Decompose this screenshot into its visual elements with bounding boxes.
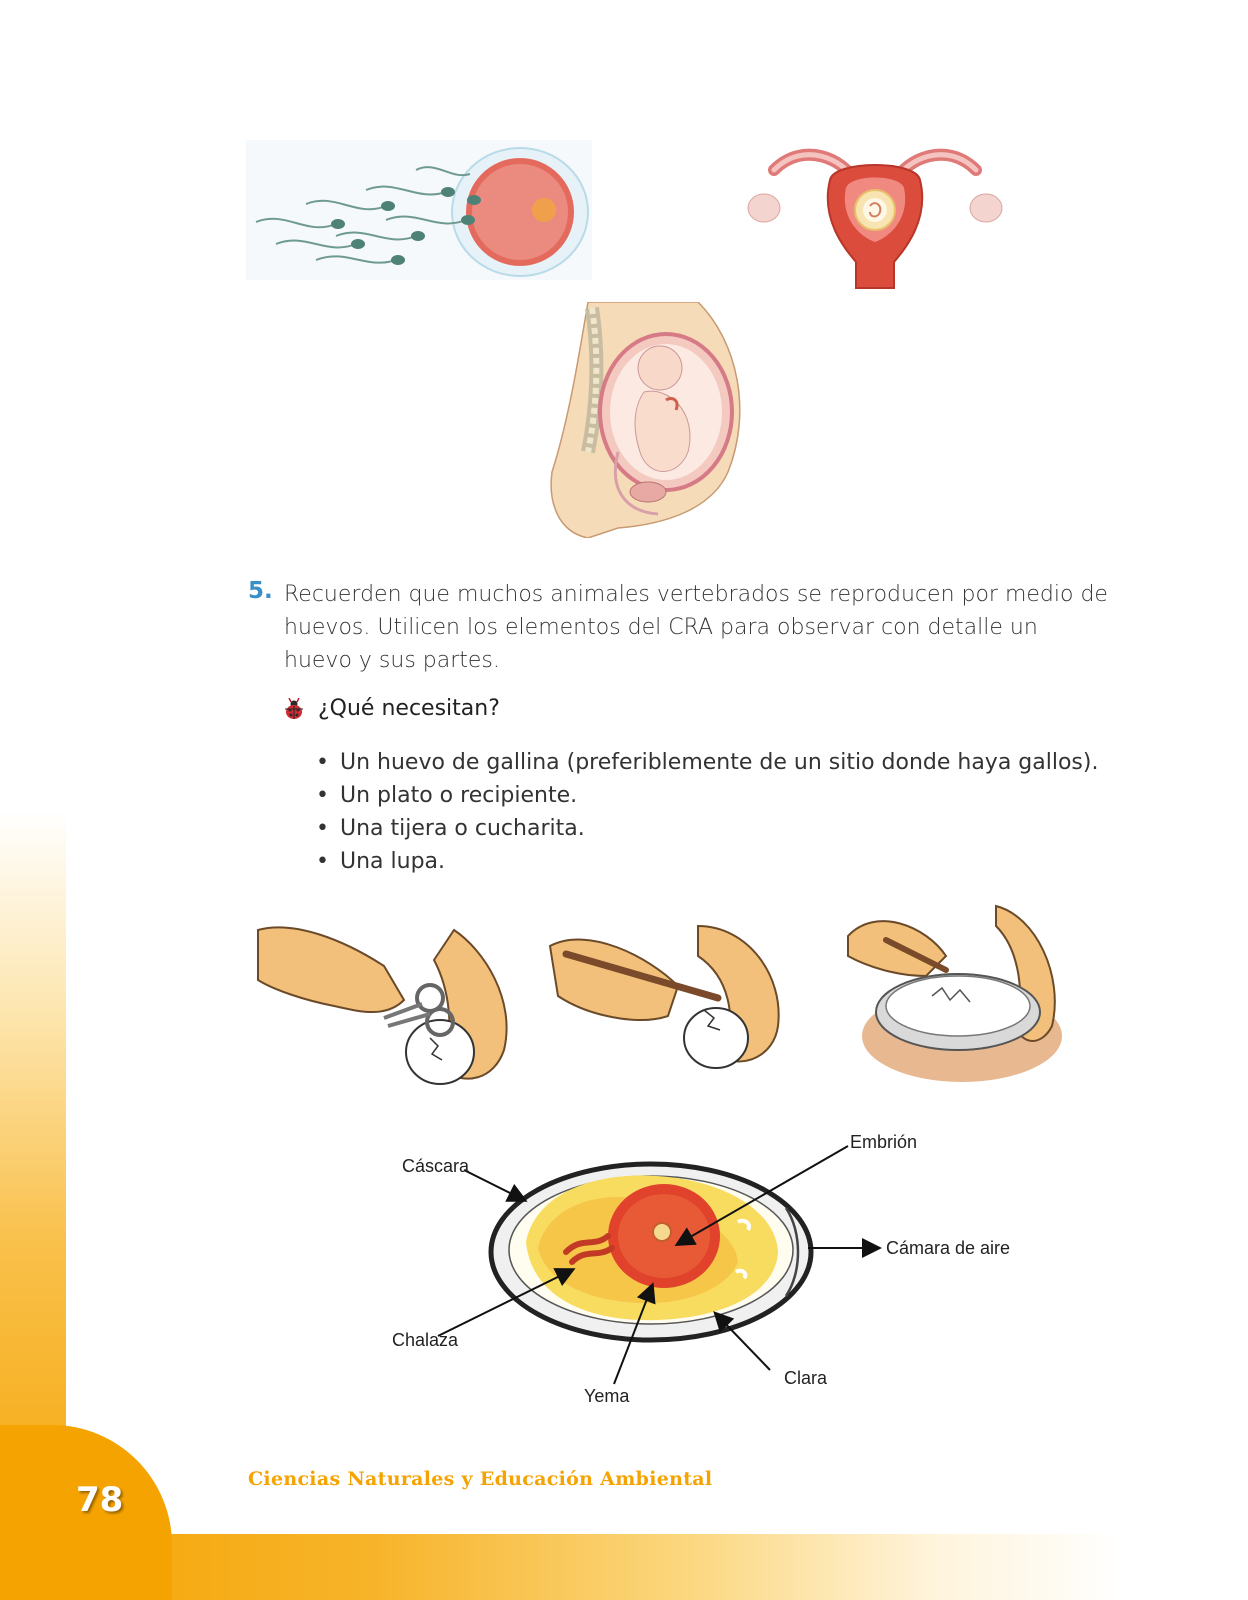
list-item: • Un plato o recipiente. bbox=[316, 783, 578, 808]
materials-title: ¿Qué necesitan? bbox=[318, 696, 500, 721]
white-label: Clara bbox=[784, 1368, 828, 1388]
chalaza-label: Chalaza bbox=[392, 1330, 459, 1350]
activity-number: 5. bbox=[248, 578, 273, 604]
shell-label: Cáscara bbox=[402, 1156, 470, 1176]
book-title: Ciencias Naturales y Educación Ambiental bbox=[248, 1468, 713, 1490]
page-number: 78 bbox=[76, 1480, 124, 1520]
yolk-label: Yema bbox=[584, 1386, 630, 1406]
list-item: • Una tijera o cucharita. bbox=[316, 816, 585, 841]
air-cell-label: Cámara de aire bbox=[886, 1238, 1011, 1258]
activity-instructions: Recuerden que muchos animales vertebrados se reproducen por medio de huevos. Utilicen los elementos del CRA para observar con detalle un huevo y sus partes. bbox=[284, 582, 1108, 673]
list-item: • Un huevo de gallina (preferiblemente de un sitio donde haya gallos). bbox=[316, 750, 1099, 775]
embryo-label: Embrión bbox=[850, 1132, 918, 1152]
list-item: • Una lupa. bbox=[316, 849, 446, 874]
